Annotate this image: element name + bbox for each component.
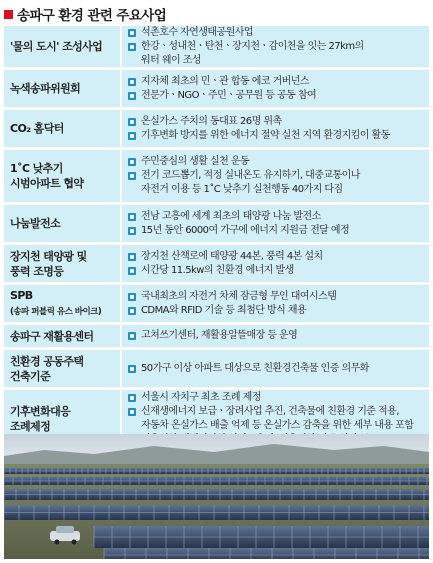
item-text: 고쳐쓰기센터, 재활용알뜰매장 등 운영 (141, 330, 298, 341)
square-bullet-icon (128, 408, 136, 416)
list-item (128, 115, 425, 129)
item-text: 지자체 최초의 민ㆍ관 합동 에코 거버넌스 (141, 75, 310, 87)
list-item (128, 75, 425, 89)
item-text: 전남 고흥에 세계 최초의 태양광 나눔 발전소 (141, 210, 321, 222)
item-text: 신재생에너지 보급ㆍ장려사업 추진, 건축물에 친환경 기준 적용, 자동차 온실가스 배출 억제 등 온실가스 감축을 위한 세부 내용 포함 (141, 406, 414, 431)
list-item (128, 89, 425, 103)
list-item (128, 155, 425, 169)
list-item (128, 290, 425, 304)
list-item (128, 304, 425, 318)
category-cell (4, 110, 120, 147)
category-cell (4, 70, 120, 107)
square-bullet-icon (128, 307, 136, 315)
item-text: 전문가ㆍNGOㆍ주민ㆍ공무원 등 공동 참여 (141, 89, 317, 101)
square-bullet-icon (128, 227, 136, 235)
list-item (128, 26, 425, 40)
page-title: 송파구 환경 관련 주요사업 (17, 8, 167, 24)
square-bullet-icon (128, 158, 136, 166)
square-bullet-icon (128, 365, 136, 373)
list-item (128, 224, 425, 238)
project-table (4, 26, 429, 451)
item-text: 서울시 자치구 최초 조례 제정 (141, 392, 261, 403)
square-bullet-icon (128, 78, 136, 86)
category-label: 송파구 재활용센터 (10, 329, 94, 343)
list-item (128, 169, 425, 197)
square-bullet-icon (128, 213, 136, 221)
table-row (4, 110, 429, 147)
items-cell (122, 285, 429, 322)
list-item (128, 362, 425, 376)
table-row (4, 70, 429, 107)
table-row (4, 325, 429, 347)
square-bullet-icon (128, 43, 136, 51)
list-item (128, 264, 425, 278)
category-cell (4, 150, 120, 202)
category-label: CO₂ 홈닥터 (10, 122, 64, 135)
list-item (128, 405, 425, 433)
items-cell (122, 26, 429, 67)
category-sublabel: (송파 퍼블릭 유스 바이크) (10, 306, 102, 317)
list-item (128, 129, 425, 143)
square-bullet-icon (128, 267, 136, 275)
item-text: 전기 코드뽑기, 적정 실내온도 유지하기, 대중교통이나 자전거 이용 등 1˚C 낮추기 실천행동 40가지 다짐 (141, 170, 360, 195)
items-cell (122, 110, 429, 147)
table-row (4, 285, 429, 322)
square-bullet-icon (128, 118, 136, 126)
category-label: 녹색송파위원회 (10, 82, 81, 95)
square-bullet-icon (128, 92, 136, 100)
category-cell (4, 325, 120, 347)
category-label: '물의 도시' 조성사업 (10, 40, 103, 53)
list-item (128, 40, 425, 68)
category-label: 친환경 공동주택 건축기준 (10, 354, 84, 383)
table-row (4, 350, 429, 387)
items-cell (122, 245, 429, 282)
category-cell (4, 26, 120, 67)
items-cell (122, 70, 429, 107)
category-label: 장지천 태양광 및 풍력 조명등 (10, 249, 87, 278)
item-text: 기후변화 방지를 위한 에너지 절약 실천 지역 환경지킴이 활동 (141, 129, 390, 141)
items-cell (122, 350, 429, 387)
list-item (128, 210, 425, 224)
item-text: 석촌호수 자연생태공원사업 (141, 26, 253, 38)
table-row (4, 245, 429, 282)
red-square-icon (4, 10, 13, 19)
square-bullet-icon (128, 132, 136, 140)
item-text: 장지천 산책로에 태양광 44본, 풍력 4본 설치 (141, 250, 323, 262)
item-text: CDMA와 RFID 기술 등 최첨단 방식 채용 (141, 304, 307, 316)
item-text: 온실가스 주치의 동대표 26명 위촉 (141, 115, 282, 127)
item-text: 국내최초의 자전거 차체 잠금형 무인 대여시스템 (141, 290, 337, 302)
item-text: 시간당 11.5kw의 친환경 에너지 발생 (141, 264, 294, 276)
category-cell (4, 245, 120, 282)
header (4, 3, 166, 25)
list-item (128, 250, 425, 264)
item-text: 15년 동안 6000여 가구에 에너지 지원금 전달 예정 (141, 224, 350, 236)
category-cell (4, 205, 120, 242)
list-item (128, 391, 425, 405)
table-row (4, 26, 429, 67)
square-bullet-icon (128, 293, 136, 301)
table-row (4, 150, 429, 202)
category-label: 나눔발전소 (10, 217, 61, 230)
solar-farm-photo (4, 434, 429, 559)
list-item (128, 329, 425, 343)
square-bullet-icon (128, 29, 136, 37)
item-text: 한강ㆍ성내천ㆍ탄천ㆍ장지천ㆍ감이천을 잇는 27km의 워터 웨이 조성 (141, 40, 364, 66)
category-label: 기후변화대응 조례제정 (10, 405, 71, 433)
square-bullet-icon (128, 332, 136, 340)
category-label: SPB (10, 288, 33, 302)
category-label: 1˚C 낮추기 시범아파트 협약 (10, 162, 84, 190)
item-text: 50가구 이상 아파트 대상으로 친환경건축물 인증 의무화 (141, 362, 369, 374)
table-row (4, 205, 429, 242)
category-cell (4, 350, 120, 387)
items-cell (122, 325, 429, 347)
square-bullet-icon (128, 394, 136, 402)
items-cell (122, 150, 429, 202)
square-bullet-icon (128, 253, 136, 261)
item-text: 주민중심의 생활 실천 운동 (141, 156, 250, 167)
square-bullet-icon (128, 172, 136, 180)
items-cell (122, 205, 429, 242)
category-cell (4, 285, 120, 322)
